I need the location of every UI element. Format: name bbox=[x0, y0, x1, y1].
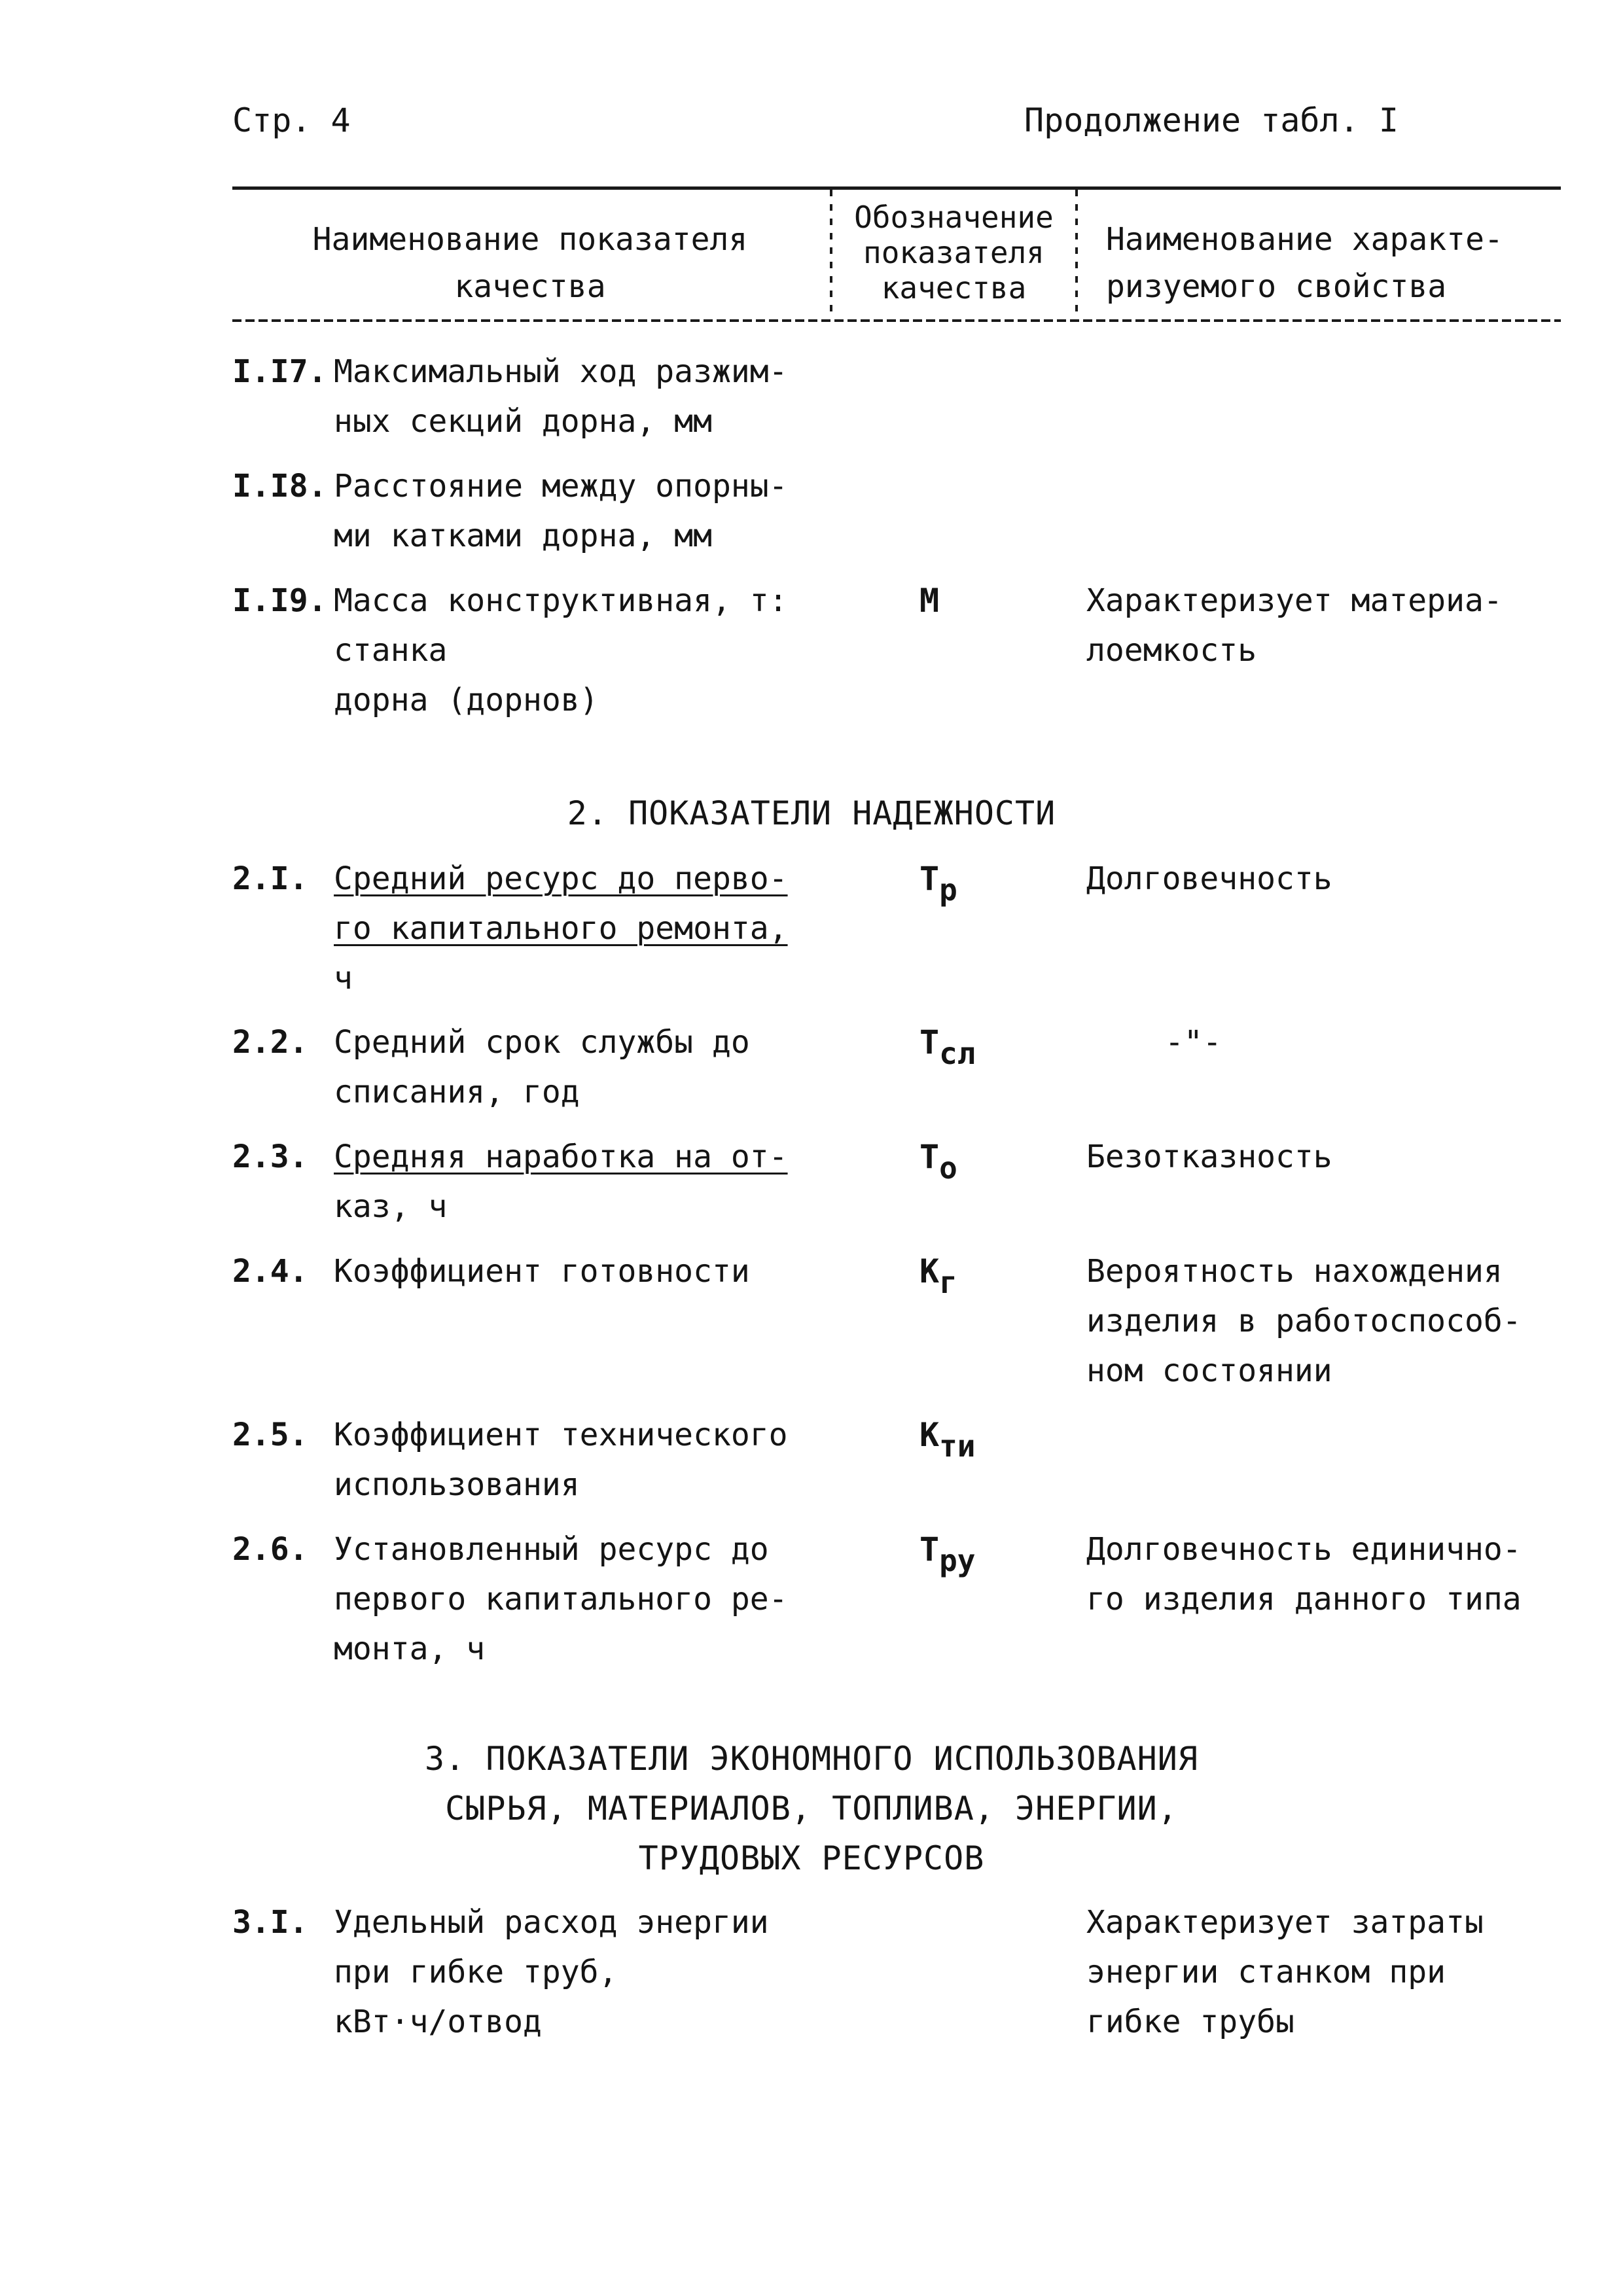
row-number: 2.6. bbox=[232, 1531, 308, 1568]
table-continuation-label: Продолжение табл. I bbox=[1024, 101, 1399, 139]
column-header-property: Наименование характе- ризуемого свойства bbox=[1106, 221, 1503, 305]
property-description: Долговечность единично- го изделия данного типа bbox=[1086, 1531, 1522, 1617]
indicator-symbol: М bbox=[919, 582, 940, 620]
property-description: Характеризует затраты энергии станком при гибке трубы bbox=[1086, 1904, 1484, 2040]
row-number: I.I8. bbox=[232, 468, 327, 504]
row-number: 2.3. bbox=[232, 1139, 308, 1175]
row-number: I.I7. bbox=[232, 353, 327, 390]
indicator-symbol: $К_г$ bbox=[919, 1252, 957, 1300]
indicator-name: Коэффициент технического использования bbox=[334, 1417, 788, 1503]
table-header-bottom-rule bbox=[232, 319, 1561, 322]
section-heading: 2. ПОКАЗАТЕЛИ НАДЕЖНОСТИ bbox=[567, 794, 1056, 832]
column-header-designation: Обозначение показателя качества bbox=[854, 200, 1054, 306]
row-number: 2.4. bbox=[232, 1253, 308, 1290]
row-number: 2.I. bbox=[232, 860, 308, 897]
indicator-symbol: $Т_{ру}$ bbox=[919, 1530, 976, 1578]
indicator-name: Установленный ресурс до первого капитального ре- монта, ч bbox=[334, 1531, 788, 1667]
property-description: Безотказность bbox=[1086, 1139, 1332, 1175]
row-number: 2.2. bbox=[232, 1024, 308, 1061]
indicator-symbol: $Т_о$ bbox=[919, 1138, 957, 1186]
indicator-symbol: $К_{ти}$ bbox=[919, 1416, 976, 1464]
table-top-rule bbox=[232, 186, 1561, 190]
section-heading: 3. ПОКАЗАТЕЛИ ЭКОНОМНОГО ИСПОЛЬЗОВАНИЯ СЫРЬЯ, МАТЕРИАЛОВ, ТОПЛИВА, ЭНЕРГИИ, ТРУДОВЫХ РЕСУРСОВ bbox=[425, 1740, 1198, 1877]
row-number: I.I9. bbox=[232, 582, 327, 619]
indicator-symbol: $Т_р$ bbox=[919, 860, 957, 908]
indicator-name: Коэффициент готовности bbox=[334, 1253, 750, 1290]
indicator-name: Средний ресурс до перво- го капитального ремонта, ч bbox=[334, 860, 788, 997]
property-description: Долговечность bbox=[1086, 860, 1332, 897]
indicator-name: Удельный расход энергии при гибке труб, кВт·ч/отвод bbox=[334, 1904, 769, 2040]
page-number: Стр. 4 bbox=[232, 101, 351, 139]
indicator-name: Средний срок службы до списания, год bbox=[334, 1024, 750, 1110]
property-description: -"- bbox=[1165, 1024, 1222, 1061]
column-header-name: Наименование показателя качества bbox=[312, 221, 748, 305]
column-divider-left bbox=[830, 190, 832, 314]
indicator-symbol: $Т_{сл}$ bbox=[919, 1023, 976, 1071]
column-divider-right bbox=[1075, 190, 1078, 314]
indicator-name: Максимальный ход разжим- ных секций дорна, мм bbox=[334, 353, 788, 440]
indicator-name: Средняя наработка на от- каз, ч bbox=[334, 1139, 788, 1225]
property-description: Характеризует материа- лоемкость bbox=[1086, 582, 1503, 669]
property-description: Вероятность нахождения изделия в работоспособ- ном состоянии bbox=[1086, 1253, 1522, 1389]
row-number: 2.5. bbox=[232, 1417, 308, 1453]
indicator-name: Масса конструктивная, т: станка дорна (дорнов) bbox=[334, 582, 788, 718]
indicator-name: Расстояние между опорны- ми катками дорна, мм bbox=[334, 468, 788, 554]
row-number: 3.I. bbox=[232, 1904, 308, 1941]
